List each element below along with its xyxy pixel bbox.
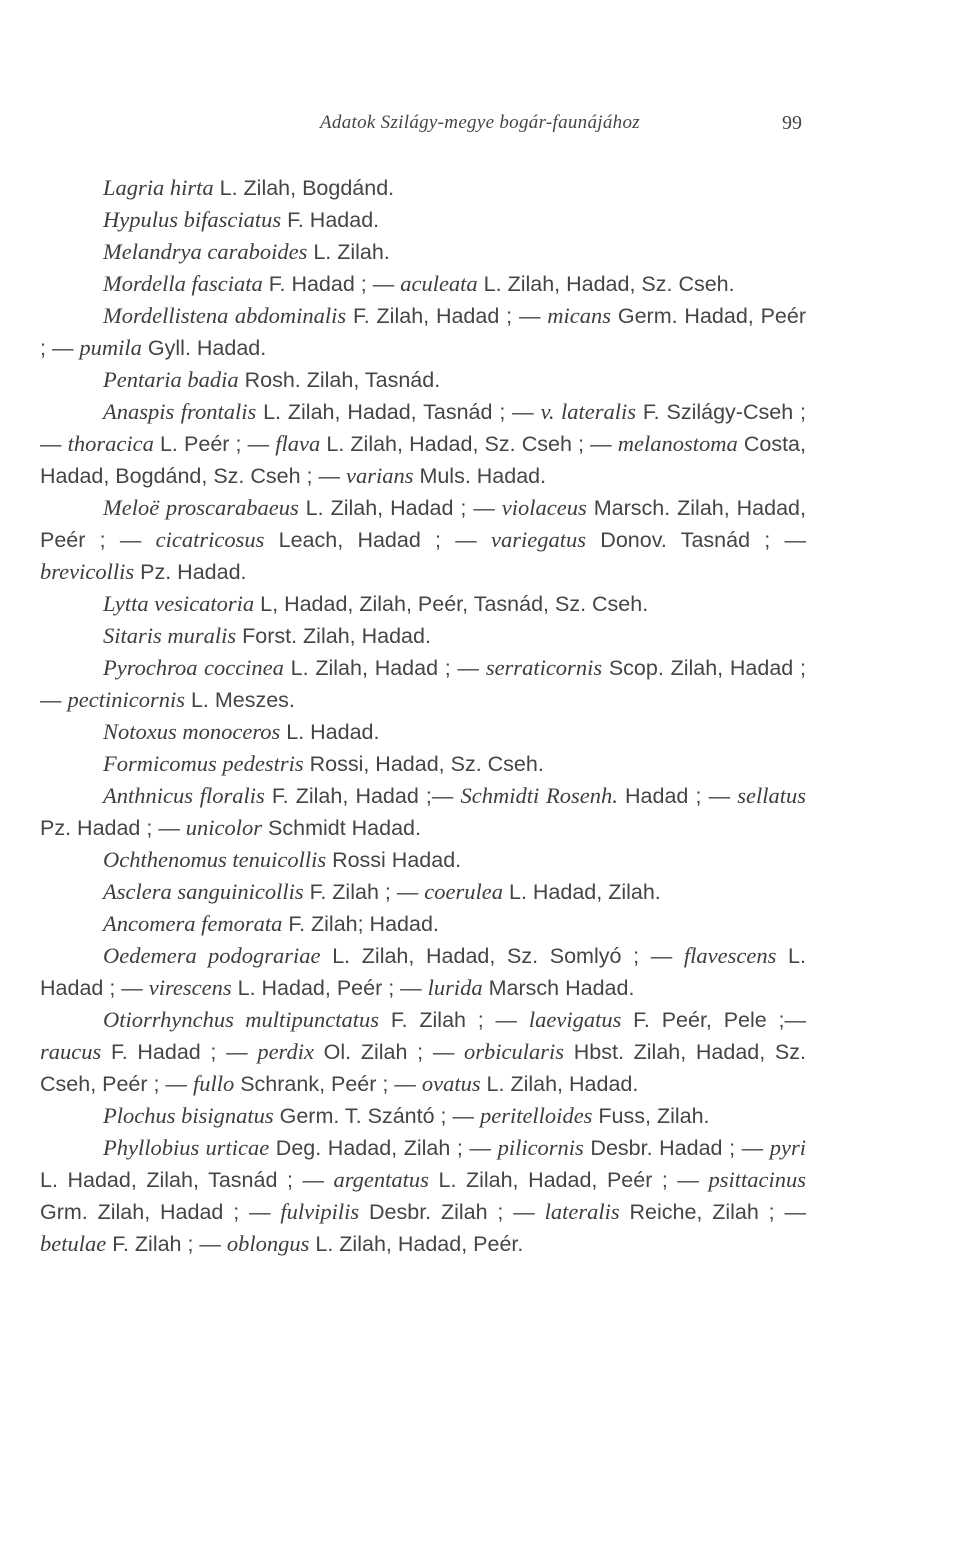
locality-text: L. Zilah. xyxy=(307,240,390,264)
species-name: virescens xyxy=(148,975,232,1000)
locality-text: Deg. Hadad, Zilah ; — xyxy=(269,1136,498,1160)
species-name: unicolor xyxy=(185,815,263,840)
locality-text: Forst. Zilah, Hadad. xyxy=(236,624,431,648)
locality-text: Germ. Hadad, Peér ; — xyxy=(40,304,806,360)
species-name: Asclera sanguinicollis xyxy=(103,879,304,904)
species-name: psittacinus xyxy=(708,1167,806,1192)
locality-text: Pz. Hadad. xyxy=(134,560,247,584)
species-name: pumila xyxy=(79,335,142,360)
locality-text: L. Zilah, Hadad, Peér ; — xyxy=(428,1168,709,1192)
running-head xyxy=(0,112,960,140)
species-name: oblongus xyxy=(226,1231,310,1256)
locality-text: Scop. Zilah, Hadad ; — xyxy=(40,656,806,712)
locality-text: L. Hadad. xyxy=(280,720,380,744)
locality-text: Leach, Hadad ; — xyxy=(264,528,492,552)
species-name: Otiorrhynchus multipunctatus xyxy=(103,1007,380,1032)
species-name: brevicollis xyxy=(40,559,135,584)
locality-text: Rossi, Hadad, Sz. Cseh. xyxy=(303,752,544,776)
locality-text: F. Peér, Pele ;— xyxy=(621,1008,807,1032)
species-entry xyxy=(40,876,806,908)
page-number: 99 xyxy=(782,112,802,134)
species-name: melanostoma xyxy=(617,431,738,456)
species-name: flavescens xyxy=(683,943,777,968)
species-name: Hypulus bifasciatus xyxy=(103,207,282,232)
locality-text: L. Zilah, Hadad, Tasnád ; — xyxy=(256,400,541,424)
species-entry xyxy=(40,396,806,492)
locality-text: Fuss, Zilah. xyxy=(592,1104,710,1128)
species-name: Oedemera podograriae xyxy=(103,943,321,968)
locality-text: L. Hadad, Zilah. xyxy=(503,880,661,904)
species-name: orbicularis xyxy=(464,1039,565,1064)
species-entry xyxy=(40,364,806,396)
locality-text: F. Szilágy-Cseh ; — xyxy=(40,400,806,456)
locality-text: F. Hadad. xyxy=(281,208,380,232)
species-name: Sitaris muralis xyxy=(103,623,237,648)
locality-text: L. Zilah, Hadad, Sz. Cseh ; — xyxy=(320,432,618,456)
locality-text: L. Zilah, Hadad ; — xyxy=(283,656,486,680)
species-name: serraticornis xyxy=(485,655,603,680)
locality-text: F. Hadad ; — xyxy=(262,272,401,296)
species-name: Mordellistena abdominalis xyxy=(103,303,347,328)
locality-text: Pz. Hadad ; — xyxy=(40,816,186,840)
locality-text: Hbst. Zilah, Hadad, Sz. Cseh, Peér ; — xyxy=(40,1040,806,1096)
locality-text: L. Zilah, Bogdánd. xyxy=(213,176,395,200)
locality-text: Schmidt Hadad. xyxy=(262,816,421,840)
species-name: Schmidti Rosenh. xyxy=(460,783,618,808)
species-name: Meloë proscarabaeus xyxy=(103,495,299,520)
species-name: Ancomera femorata xyxy=(103,911,283,936)
species-name: Pentaria badia xyxy=(103,367,239,392)
species-name: lateralis xyxy=(544,1199,620,1224)
locality-text: F. Zilah ; — xyxy=(303,880,425,904)
species-name: perdix xyxy=(257,1039,314,1064)
species-name: Phyllobius urticae xyxy=(103,1135,270,1160)
species-entry xyxy=(40,844,806,876)
locality-text: Muls. Hadad. xyxy=(413,464,547,488)
locality-text: L. Hadad, Zilah, Tasnád ; — xyxy=(40,1168,334,1192)
locality-text: Costa, Hadad, Bogdánd, Sz. Cseh ; — xyxy=(40,432,806,488)
species-name: Notoxus monoceros xyxy=(103,719,281,744)
species-entry xyxy=(40,492,806,588)
locality-text: Desbr. Hadad ; — xyxy=(583,1136,770,1160)
locality-text: Gyll. Hadad. xyxy=(141,336,267,360)
locality-text: F. Hadad ; — xyxy=(101,1040,258,1064)
species-name: flava xyxy=(275,431,321,456)
species-name: fulvipilis xyxy=(280,1199,360,1224)
species-name: Anaspis frontalis xyxy=(103,399,257,424)
locality-text: Hadad ; — xyxy=(617,784,738,808)
species-name: pyri xyxy=(769,1135,806,1160)
locality-text: L. Hadad, Peér ; — xyxy=(231,976,428,1000)
locality-text: F. Zilah, Hadad ;— xyxy=(264,784,461,808)
species-name: Plochus bisignatus xyxy=(103,1103,274,1128)
locality-text: L. Zilah, Hadad, Sz. Somlyó ; — xyxy=(320,944,684,968)
locality-text: Ol. Zilah ; — xyxy=(313,1040,465,1064)
species-entry xyxy=(40,1004,806,1100)
species-name: Lagria hirta xyxy=(103,175,214,200)
running-title: Adatok Szilágy-megye bogár-faunájához xyxy=(320,112,640,133)
species-entry xyxy=(40,1132,806,1260)
species-entry xyxy=(40,620,806,652)
locality-text: Rossi Hadad. xyxy=(326,848,462,872)
species-name: betulae xyxy=(40,1231,107,1256)
locality-text: L, Hadad, Zilah, Peér, Tasnád, Sz. Cseh. xyxy=(254,592,649,616)
locality-text: L. Zilah, Hadad ; — xyxy=(298,496,502,520)
species-name: Anthnicus floralis xyxy=(103,783,265,808)
species-name: micans xyxy=(547,303,612,328)
species-name: coerulea xyxy=(424,879,504,904)
locality-text: Schrank, Peér ; — xyxy=(234,1072,422,1096)
species-name: cicatricosus xyxy=(155,527,265,552)
species-name: v. lateralis xyxy=(540,399,637,424)
species-entry xyxy=(40,908,806,940)
species-entry xyxy=(40,1100,806,1132)
species-name: variegatus xyxy=(491,527,587,552)
species-name: Mordella fasciata xyxy=(103,271,263,296)
species-entry xyxy=(40,748,806,780)
species-name: sellatus xyxy=(737,783,806,808)
locality-text: Germ. T. Szántó ; — xyxy=(273,1104,480,1128)
locality-text: Marsch Hadad. xyxy=(482,976,635,1000)
locality-text: Marsch. Zilah, Hadad, Peér ; — xyxy=(40,496,806,552)
species-entry xyxy=(40,236,806,268)
locality-text: F. Zilah; Hadad. xyxy=(282,912,439,936)
species-name: peritelloides xyxy=(479,1103,593,1128)
locality-text: Reiche, Zilah ; — xyxy=(619,1200,806,1224)
species-name: ovatus xyxy=(421,1071,481,1096)
locality-text: L. Meszes. xyxy=(184,688,295,712)
text-body xyxy=(40,172,806,1260)
locality-text: F. Zilah, Hadad ; — xyxy=(346,304,548,328)
species-name: laevigatus xyxy=(528,1007,622,1032)
species-name: pectinicornis xyxy=(67,687,185,712)
species-name: thoracica xyxy=(67,431,154,456)
locality-text: L. Zilah, Hadad. xyxy=(480,1072,639,1096)
species-name: violaceus xyxy=(501,495,587,520)
species-entry xyxy=(40,300,806,364)
species-name: raucus xyxy=(40,1039,102,1064)
species-entry xyxy=(40,780,806,844)
species-name: aculeata xyxy=(400,271,478,296)
species-entry xyxy=(40,588,806,620)
species-name: Melandrya caraboides xyxy=(103,239,308,264)
species-name: lurida xyxy=(427,975,483,1000)
locality-text: Grm. Zilah, Hadad ; — xyxy=(40,1200,281,1224)
species-entry xyxy=(40,204,806,236)
species-name: Pyrochroa coccinea xyxy=(103,655,284,680)
species-name: fullo xyxy=(192,1071,235,1096)
species-name: Formicomus pedestris xyxy=(103,751,304,776)
species-entry xyxy=(40,172,806,204)
locality-text: Rosh. Zilah, Tasnád. xyxy=(238,368,441,392)
species-entry xyxy=(40,940,806,1004)
species-name: Ochthenomus tenuicollis xyxy=(103,847,327,872)
species-name: argentatus xyxy=(333,1167,429,1192)
locality-text: L. Peér ; — xyxy=(153,432,276,456)
species-name: Lytta vesicatoria xyxy=(103,591,255,616)
locality-text: F. Zilah ; — xyxy=(106,1232,227,1256)
species-entry xyxy=(40,268,806,300)
species-name: pilicornis xyxy=(497,1135,584,1160)
locality-text: Desbr. Zilah ; — xyxy=(359,1200,545,1224)
locality-text: Donov. Tasnád ; — xyxy=(586,528,807,552)
species-entry xyxy=(40,716,806,748)
species-name: varians xyxy=(345,463,414,488)
locality-text: F. Zilah ; — xyxy=(379,1008,529,1032)
locality-text: L. Hadad ; — xyxy=(40,944,806,1000)
locality-text: L. Zilah, Hadad, Sz. Cseh. xyxy=(477,272,735,296)
species-entry xyxy=(40,652,806,716)
locality-text: L. Zilah, Hadad, Peér. xyxy=(309,1232,524,1256)
